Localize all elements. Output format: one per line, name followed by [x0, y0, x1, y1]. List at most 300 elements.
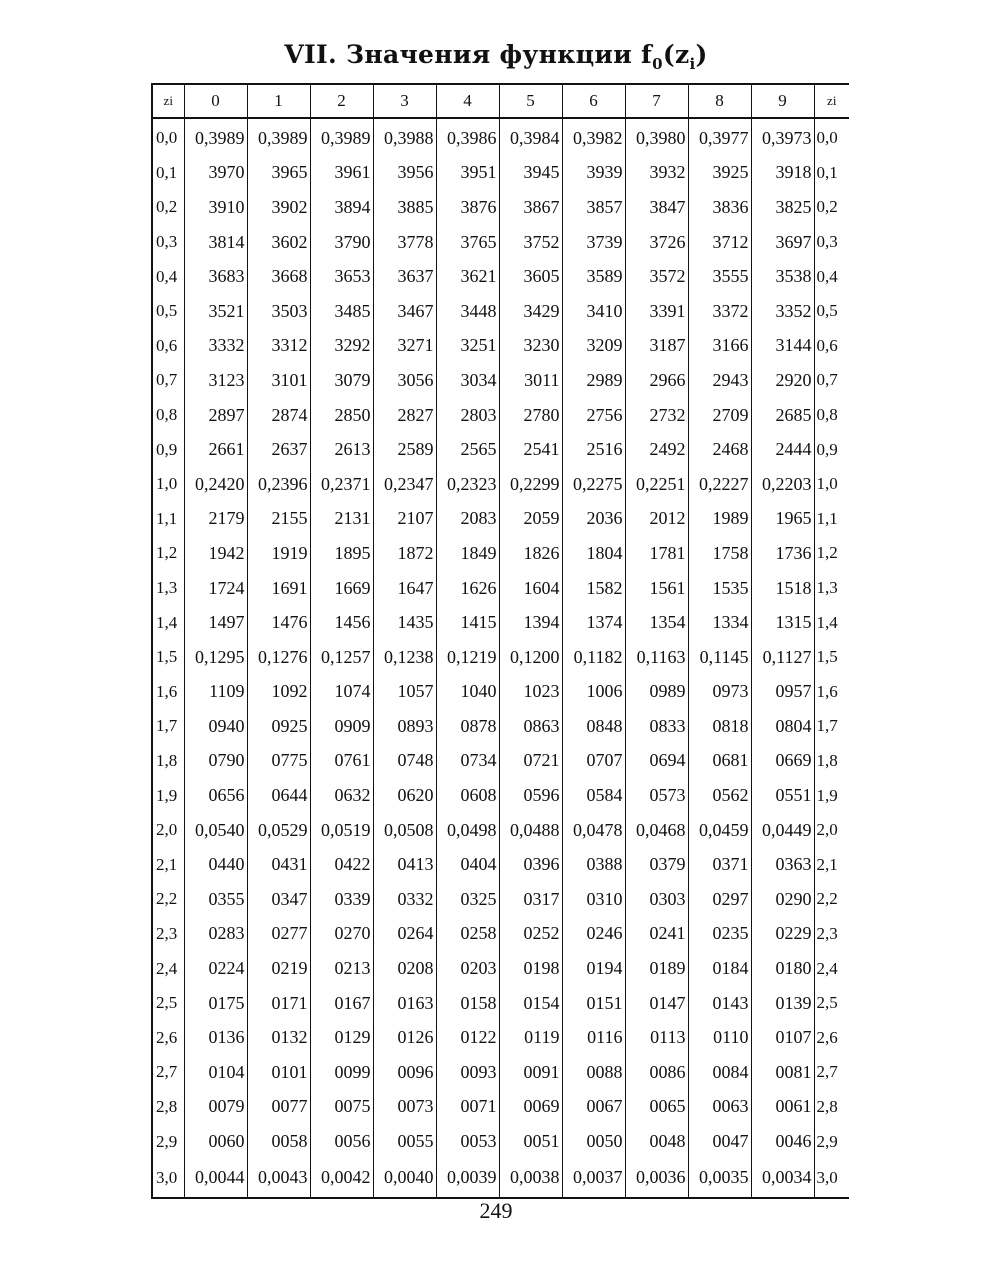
table-cell: 0122	[436, 1020, 499, 1055]
table-cell: 1057	[373, 675, 436, 710]
table-cell: 0252	[499, 917, 562, 952]
table-cell: 1872	[373, 536, 436, 571]
table-cell: 0194	[562, 951, 625, 986]
z-value-left: 0,4	[152, 259, 184, 294]
table-cell: 0,0038	[499, 1159, 562, 1198]
table-cell: 2155	[247, 502, 310, 537]
table-cell: 0061	[751, 1090, 814, 1125]
table-cell: 0167	[310, 986, 373, 1021]
title-suffix: )	[695, 40, 708, 69]
table-cell: 0158	[436, 986, 499, 1021]
z-value-left: 1,7	[152, 709, 184, 744]
table-cell: 2827	[373, 398, 436, 433]
table-cell: 0573	[625, 778, 688, 813]
table-cell: 1006	[562, 675, 625, 710]
z-value-left: 3,0	[152, 1159, 184, 1198]
table-cell: 0790	[184, 744, 247, 779]
table-cell: 0339	[310, 882, 373, 917]
z-value-right: 1,1	[814, 502, 849, 537]
table-cell: 0,0036	[625, 1159, 688, 1198]
table-cell: 3312	[247, 329, 310, 364]
table-cell: 3726	[625, 225, 688, 260]
table-cell: 0171	[247, 986, 310, 1021]
table-cell: 0,1145	[688, 640, 751, 675]
table-cell: 0058	[247, 1124, 310, 1159]
table-cell: 1497	[184, 605, 247, 640]
table-cell: 3034	[436, 363, 499, 398]
table-row	[152, 847, 849, 882]
column-header-6: 6	[562, 84, 625, 118]
table-cell: 3187	[625, 329, 688, 364]
z-value-right: 0,5	[814, 294, 849, 329]
table-cell: 3932	[625, 156, 688, 191]
z-value-left: 0,5	[152, 294, 184, 329]
table-cell: 0053	[436, 1124, 499, 1159]
z-value-right: 1,7	[814, 709, 849, 744]
table-body	[152, 118, 849, 1198]
z-value-right: 1,4	[814, 605, 849, 640]
table-cell: 0,1257	[310, 640, 373, 675]
table-row	[152, 917, 849, 952]
table-cell: 1074	[310, 675, 373, 710]
table-cell: 2637	[247, 432, 310, 467]
z-value-left: 2,5	[152, 986, 184, 1021]
z-value-right: 2,0	[814, 813, 849, 848]
z-value-right: 0,4	[814, 259, 849, 294]
table-cell: 3876	[436, 190, 499, 225]
table-cell: 0,0037	[562, 1159, 625, 1198]
table-cell: 0067	[562, 1090, 625, 1125]
z-value-left: 1,5	[152, 640, 184, 675]
table-cell: 0,3986	[436, 118, 499, 156]
z-value-right: 2,3	[814, 917, 849, 952]
table-cell: 2613	[310, 432, 373, 467]
table-cell: 0139	[751, 986, 814, 1021]
table-cell: 0132	[247, 1020, 310, 1055]
z-value-right: 0,7	[814, 363, 849, 398]
page-number: 249	[479, 1198, 513, 1223]
table-cell: 0,0508	[373, 813, 436, 848]
table-cell: 3391	[625, 294, 688, 329]
table-cell: 0748	[373, 744, 436, 779]
table-cell: 0431	[247, 847, 310, 882]
z-value-left: 0,8	[152, 398, 184, 433]
table-cell: 1849	[436, 536, 499, 571]
table-cell: 0,1219	[436, 640, 499, 675]
table-cell: 1476	[247, 605, 310, 640]
table-cell: 2850	[310, 398, 373, 433]
z-value-left: 0,6	[152, 329, 184, 364]
table-cell: 0,0040	[373, 1159, 436, 1198]
table-cell: 0088	[562, 1055, 625, 1090]
z-value-left: 1,9	[152, 778, 184, 813]
table-cell: 2661	[184, 432, 247, 467]
column-header-4: 4	[436, 84, 499, 118]
column-header-2: 2	[310, 84, 373, 118]
table-cell: 3956	[373, 156, 436, 191]
table-cell: 0,0478	[562, 813, 625, 848]
z-value-right: 0,3	[814, 225, 849, 260]
table-cell: 1374	[562, 605, 625, 640]
table-row	[152, 1090, 849, 1125]
table-cell: 1435	[373, 605, 436, 640]
z-value-left: 0,1	[152, 156, 184, 191]
table-cell: 1781	[625, 536, 688, 571]
table-cell: 3429	[499, 294, 562, 329]
column-header-3: 3	[373, 84, 436, 118]
table-cell: 0101	[247, 1055, 310, 1090]
table-cell: 1804	[562, 536, 625, 571]
table-cell: 0113	[625, 1020, 688, 1055]
column-header-0: 0	[184, 84, 247, 118]
z-value-left: 0,0	[152, 118, 184, 156]
table-cell: 0325	[436, 882, 499, 917]
table-cell: 0,1163	[625, 640, 688, 675]
table-cell: 0775	[247, 744, 310, 779]
table-cell: 0,2371	[310, 467, 373, 502]
table-cell: 1092	[247, 675, 310, 710]
z-value-right: 2,4	[814, 951, 849, 986]
table-cell: 2709	[688, 398, 751, 433]
table-cell: 1758	[688, 536, 751, 571]
table-cell: 1394	[499, 605, 562, 640]
table-cell: 0235	[688, 917, 751, 952]
table-cell: 1315	[751, 605, 814, 640]
table-cell: 3836	[688, 190, 751, 225]
table-cell: 0,3984	[499, 118, 562, 156]
table-cell: 3572	[625, 259, 688, 294]
table-cell: 0,3977	[688, 118, 751, 156]
table-cell: 0119	[499, 1020, 562, 1055]
table-cell: 0925	[247, 709, 310, 744]
table-cell: 0104	[184, 1055, 247, 1090]
table-cell: 3765	[436, 225, 499, 260]
table-cell: 1989	[688, 502, 751, 537]
table-cell: 2589	[373, 432, 436, 467]
table-row	[152, 640, 849, 675]
z-value-left: 2,0	[152, 813, 184, 848]
table-cell: 0761	[310, 744, 373, 779]
z-value-right: 0,1	[814, 156, 849, 191]
table-cell: 1669	[310, 571, 373, 606]
table-cell: 1965	[751, 502, 814, 537]
table-cell: 0371	[688, 847, 751, 882]
table-cell: 0,2323	[436, 467, 499, 502]
table-cell: 1023	[499, 675, 562, 710]
z-value-right: 1,6	[814, 675, 849, 710]
table-cell: 3790	[310, 225, 373, 260]
z-value-left: 2,1	[152, 847, 184, 882]
table-cell: 0396	[499, 847, 562, 882]
table-cell: 0,0529	[247, 813, 310, 848]
z-value-left: 2,8	[152, 1090, 184, 1125]
table-cell: 3778	[373, 225, 436, 260]
z-value-left: 0,3	[152, 225, 184, 260]
z-value-right: 0,6	[814, 329, 849, 364]
table-cell: 0,2396	[247, 467, 310, 502]
z-value-right: 1,5	[814, 640, 849, 675]
table-cell: 2179	[184, 502, 247, 537]
table-cell: 1895	[310, 536, 373, 571]
z-value-right: 2,9	[814, 1124, 849, 1159]
table-cell: 3209	[562, 329, 625, 364]
table-cell: 0184	[688, 951, 751, 986]
table-cell: 0,0459	[688, 813, 751, 848]
table-cell: 3448	[436, 294, 499, 329]
table-cell: 0388	[562, 847, 625, 882]
table-cell: 3814	[184, 225, 247, 260]
table-cell: 2059	[499, 502, 562, 537]
table-row	[152, 813, 849, 848]
table-cell: 0229	[751, 917, 814, 952]
table-cell: 0,2275	[562, 467, 625, 502]
table-cell: 0620	[373, 778, 436, 813]
table-cell: 3683	[184, 259, 247, 294]
z-value-right: 2,8	[814, 1090, 849, 1125]
table-cell: 0047	[688, 1124, 751, 1159]
table-cell: 3902	[247, 190, 310, 225]
table-row	[152, 363, 849, 398]
table-cell: 2541	[499, 432, 562, 467]
table-cell: 0596	[499, 778, 562, 813]
table-cell: 0440	[184, 847, 247, 882]
table-cell: 0632	[310, 778, 373, 813]
table-cell: 1040	[436, 675, 499, 710]
table-row	[152, 1020, 849, 1055]
table-cell: 3739	[562, 225, 625, 260]
table-row	[152, 156, 849, 191]
table-cell: 0198	[499, 951, 562, 986]
table-row	[152, 951, 849, 986]
table-cell: 3467	[373, 294, 436, 329]
table-row	[152, 467, 849, 502]
table-cell: 3825	[751, 190, 814, 225]
table-cell: 0,2227	[688, 467, 751, 502]
table-cell: 1415	[436, 605, 499, 640]
table-cell: 3230	[499, 329, 562, 364]
table-cell: 0071	[436, 1090, 499, 1125]
table-cell: 0681	[688, 744, 751, 779]
z-value-right: 2,1	[814, 847, 849, 882]
table-cell: 0219	[247, 951, 310, 986]
table-cell: 0258	[436, 917, 499, 952]
table-cell: 0,0488	[499, 813, 562, 848]
z-value-left: 2,9	[152, 1124, 184, 1159]
table-cell: 0277	[247, 917, 310, 952]
table-cell: 0303	[625, 882, 688, 917]
table-cell: 3056	[373, 363, 436, 398]
table-row	[152, 329, 849, 364]
table-cell: 2756	[562, 398, 625, 433]
table-cell: 1736	[751, 536, 814, 571]
z-value-right: 0,0	[814, 118, 849, 156]
z-value-right: 1,2	[814, 536, 849, 571]
table-cell: 0893	[373, 709, 436, 744]
table-cell: 0086	[625, 1055, 688, 1090]
table-cell: 0818	[688, 709, 751, 744]
table-cell: 0317	[499, 882, 562, 917]
table-row	[152, 259, 849, 294]
table-cell: 2897	[184, 398, 247, 433]
table-cell: 0073	[373, 1090, 436, 1125]
table-row	[152, 398, 849, 433]
table-row	[152, 778, 849, 813]
table-row	[152, 675, 849, 710]
table-cell: 0046	[751, 1124, 814, 1159]
table-cell: 0656	[184, 778, 247, 813]
table-cell: 3668	[247, 259, 310, 294]
table-cell: 3894	[310, 190, 373, 225]
table-cell: 0,3980	[625, 118, 688, 156]
table-cell: 0,0039	[436, 1159, 499, 1198]
table-cell: 0056	[310, 1124, 373, 1159]
table-cell: 0077	[247, 1090, 310, 1125]
z-value-left: 1,8	[152, 744, 184, 779]
z-value-right: 1,8	[814, 744, 849, 779]
table-row	[152, 571, 849, 606]
column-header-8: 8	[688, 84, 751, 118]
table-cell: 2780	[499, 398, 562, 433]
table-cell: 1456	[310, 605, 373, 640]
table-cell: 0154	[499, 986, 562, 1021]
table-cell: 0644	[247, 778, 310, 813]
table-cell: 0,0042	[310, 1159, 373, 1198]
table-cell: 0804	[751, 709, 814, 744]
z-value-left: 2,2	[152, 882, 184, 917]
table-cell: 2492	[625, 432, 688, 467]
table-row	[152, 225, 849, 260]
table-cell: 3918	[751, 156, 814, 191]
z-value-right: 2,7	[814, 1055, 849, 1090]
table-cell: 0050	[562, 1124, 625, 1159]
table-cell: 0290	[751, 882, 814, 917]
table-cell: 3951	[436, 156, 499, 191]
table-row	[152, 118, 849, 156]
table-cell: 0,3989	[310, 118, 373, 156]
table-cell: 2943	[688, 363, 751, 398]
z-value-left: 0,2	[152, 190, 184, 225]
table-row	[152, 432, 849, 467]
table-cell: 0,3989	[247, 118, 310, 156]
table-cell: 0734	[436, 744, 499, 779]
table-cell: 0189	[625, 951, 688, 986]
table-cell: 3123	[184, 363, 247, 398]
table-cell: 2732	[625, 398, 688, 433]
z-value-right: 1,9	[814, 778, 849, 813]
table-cell: 3251	[436, 329, 499, 364]
table-cell: 0957	[751, 675, 814, 710]
table-row	[152, 1055, 849, 1090]
table-cell: 3352	[751, 294, 814, 329]
table-cell: 1518	[751, 571, 814, 606]
z-value-right: 0,9	[814, 432, 849, 467]
table-cell: 0379	[625, 847, 688, 882]
table-cell: 0940	[184, 709, 247, 744]
table-cell: 0069	[499, 1090, 562, 1125]
title-prefix: VII. Значения функции f	[284, 40, 653, 69]
table-cell: 3925	[688, 156, 751, 191]
z-value-left: 2,6	[152, 1020, 184, 1055]
table-cell: 3712	[688, 225, 751, 260]
table-cell: 0,0034	[751, 1159, 814, 1198]
table-cell: 2107	[373, 502, 436, 537]
table-cell: 0551	[751, 778, 814, 813]
table-cell: 3697	[751, 225, 814, 260]
table-cell: 1647	[373, 571, 436, 606]
table-cell: 0,0043	[247, 1159, 310, 1198]
table-cell: 3166	[688, 329, 751, 364]
table-cell: 2874	[247, 398, 310, 433]
table-cell: 1354	[625, 605, 688, 640]
table-cell: 0175	[184, 986, 247, 1021]
z-column-header-left: zi	[152, 84, 184, 118]
column-header-5: 5	[499, 84, 562, 118]
table-cell: 2036	[562, 502, 625, 537]
table-cell: 0721	[499, 744, 562, 779]
table-cell: 0048	[625, 1124, 688, 1159]
table-row	[152, 1159, 849, 1198]
table-cell: 0163	[373, 986, 436, 1021]
function-values-table	[151, 83, 848, 1199]
table-cell: 3555	[688, 259, 751, 294]
table-row	[152, 1124, 849, 1159]
table-cell: 1826	[499, 536, 562, 571]
table-cell: 0264	[373, 917, 436, 952]
table-cell: 2083	[436, 502, 499, 537]
table-cell: 0116	[562, 1020, 625, 1055]
table-cell: 0,1276	[247, 640, 310, 675]
table-cell: 3101	[247, 363, 310, 398]
table-row	[152, 882, 849, 917]
table-row	[152, 986, 849, 1021]
table-cell: 0224	[184, 951, 247, 986]
z-column-header-right: zi	[814, 84, 849, 118]
title-middle: (z	[662, 40, 690, 69]
z-value-left: 2,7	[152, 1055, 184, 1090]
table-cell: 0055	[373, 1124, 436, 1159]
table-cell: 3410	[562, 294, 625, 329]
table-cell: 0270	[310, 917, 373, 952]
table-cell: 3752	[499, 225, 562, 260]
table-row	[152, 502, 849, 537]
table-cell: 3637	[373, 259, 436, 294]
column-header-1: 1	[247, 84, 310, 118]
table-cell: 0093	[436, 1055, 499, 1090]
z-value-right: 3,0	[814, 1159, 849, 1198]
table-cell: 0060	[184, 1124, 247, 1159]
table-cell: 0246	[562, 917, 625, 952]
table-cell: 1724	[184, 571, 247, 606]
table-cell: 2685	[751, 398, 814, 433]
table-cell: 0694	[625, 744, 688, 779]
table-cell: 0363	[751, 847, 814, 882]
table-cell: 0,3988	[373, 118, 436, 156]
table-cell: 0310	[562, 882, 625, 917]
table-cell: 3945	[499, 156, 562, 191]
table-cell: 0051	[499, 1124, 562, 1159]
table-cell: 0065	[625, 1090, 688, 1125]
table-cell: 0208	[373, 951, 436, 986]
table-cell: 3372	[688, 294, 751, 329]
table-cell: 3857	[562, 190, 625, 225]
table-row	[152, 744, 849, 779]
table-cell: 3961	[310, 156, 373, 191]
z-value-left: 1,6	[152, 675, 184, 710]
table-cell: 0404	[436, 847, 499, 882]
table-cell: 0075	[310, 1090, 373, 1125]
table-cell: 0,3982	[562, 118, 625, 156]
table-cell: 3939	[562, 156, 625, 191]
